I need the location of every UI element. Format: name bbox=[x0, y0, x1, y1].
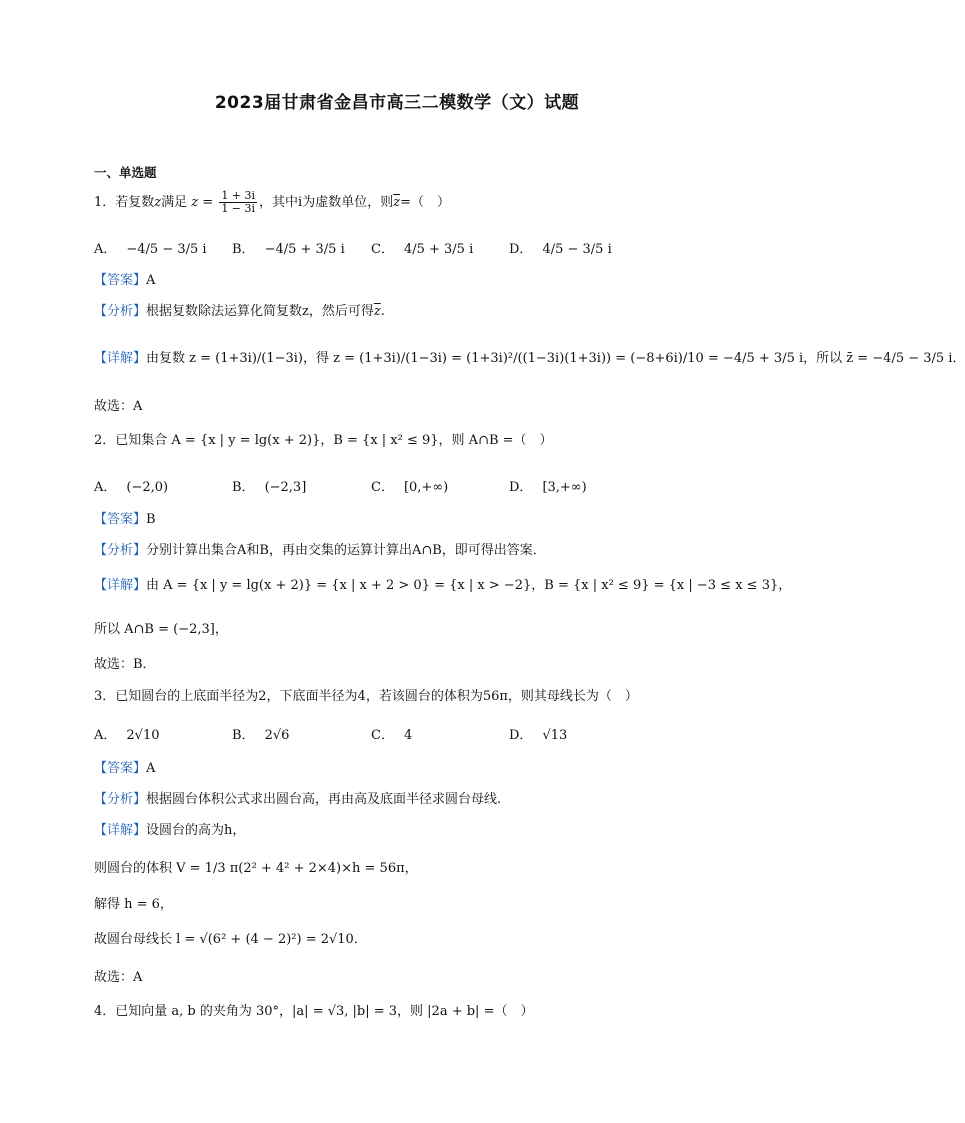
detail-line: 【详解】设圆台的高为h， bbox=[94, 823, 246, 838]
answer-line: 【答案】A bbox=[94, 273, 156, 288]
detail-line: 则圆台的体积 V = 1/3 π(2² + 4² + 2×4)×h = 56π， bbox=[94, 861, 418, 876]
option-b[interactable]: B． (−2,3] bbox=[232, 480, 307, 495]
detail-line: 故圆台母线长 l = √(6² + (4 − 2)²) = 2√10． bbox=[94, 932, 367, 947]
detail-line: 【详解】由 A = {x | y = lg(x + 2)} = {x | x + 2 > 0} = {x | x > −2}，B = {x | x² ≤ 9} = {x | −3 ≤ x ≤ 3}， bbox=[94, 578, 792, 593]
question-3-stem: 3．已知圆台的上底面半径为2，下底面半径为4，若该圆台的体积为56π，则其母线长为（ ） bbox=[94, 689, 638, 704]
choose-line: 故选：A bbox=[94, 399, 143, 414]
detail-line: 所以 A∩B = (−2,3]， bbox=[94, 622, 228, 637]
option-b[interactable]: B． 2√6 bbox=[232, 728, 290, 743]
option-a[interactable]: A． 2√10 bbox=[94, 728, 160, 743]
section-heading: 一、单选题 bbox=[94, 165, 157, 180]
analysis-line: 【分析】根据圆台体积公式求出圆台高，再由高及底面半径求圆台母线. bbox=[94, 792, 502, 807]
question-1-stem: 1．若复数z满足 z = $\frac{1 + 3i}{1 - 3i}$ ，其中i为虚数单位，则$\overline{z}=$（ ） bbox=[94, 189, 450, 215]
question-4-stem: 4．已知向量 a, b 的夹角为 30°，|a| = √3, |b| = 3，则 |2a + b| =（ ） bbox=[94, 1004, 534, 1019]
choose-line: 故选：A bbox=[94, 970, 143, 985]
analysis-line: 【分析】根据复数除法运算化简复数z，然后可得$\overline{z}$. bbox=[94, 304, 385, 319]
page-title: 2023届甘肃省金昌市高三二模数学（文）试题 bbox=[214, 93, 580, 113]
option-d[interactable]: D． [3,+∞) bbox=[509, 480, 587, 495]
question-2-stem: 2．已知集合 A = {x | y = lg(x + 2)}，B = {x | x² ≤ 9}，则 A∩B =（ ） bbox=[94, 433, 553, 448]
option-a[interactable]: A． −4/5 − 3/5 i bbox=[94, 242, 207, 257]
option-c[interactable]: C． 4 bbox=[371, 728, 413, 743]
analysis-line: 【分析】分别计算出集合A和B，再由交集的运算计算出A∩B，即可得出答案． bbox=[94, 543, 546, 558]
choose-line: 故选：B． bbox=[94, 657, 156, 672]
option-a[interactable]: A． (−2,0) bbox=[94, 480, 169, 495]
option-d[interactable]: D． 4/5 − 3/5 i bbox=[509, 242, 612, 257]
option-d[interactable]: D． √13 bbox=[509, 728, 568, 743]
detail-line: 解得 h = 6， bbox=[94, 897, 173, 912]
fraction: $\frac{1 + 3i}{1 - 3i}$ bbox=[221, 189, 256, 215]
detail-line: 【详解】由复数 z = (1+3i)/(1−3i)，得 z = (1+3i)/(1−3i) = (1+3i)²/((1−3i)(1+3i)) = (−8+6i)/10 = −4/5 + 3/5 i，所以 z̄ = −4/5 − 3/5 i． bbox=[94, 351, 965, 366]
answer-line: 【答案】B bbox=[94, 512, 156, 527]
answer-line: 【答案】A bbox=[94, 761, 156, 776]
option-c[interactable]: C． 4/5 + 3/5 i bbox=[371, 242, 474, 257]
option-c[interactable]: C． [0,+∞) bbox=[371, 480, 449, 495]
option-b[interactable]: B． −4/5 + 3/5 i bbox=[232, 242, 345, 257]
